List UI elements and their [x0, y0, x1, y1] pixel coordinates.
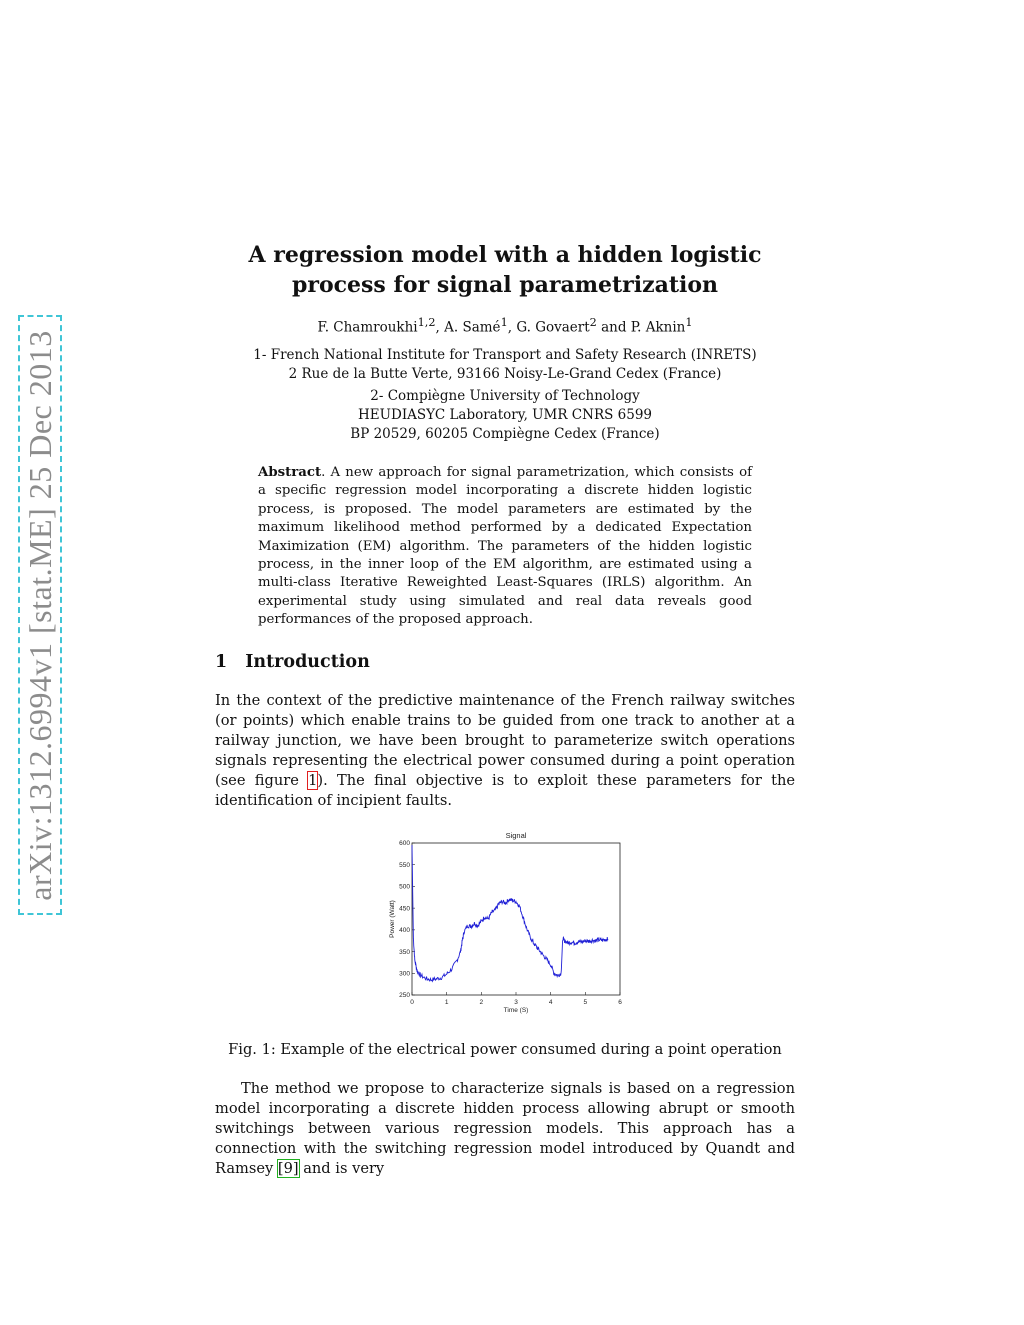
- figure-reference-link[interactable]: 1: [308, 772, 318, 789]
- x-tick-label: 5: [583, 999, 588, 1006]
- abstract: [258, 464, 752, 630]
- section-title: Introduction: [245, 652, 370, 672]
- arxiv-identifier: arXiv:1312.6994v1 [stat.ME] 25 Dec 2013: [21, 329, 58, 901]
- chart-title: Signal: [505, 831, 527, 840]
- y-tick-label: 350: [399, 948, 410, 956]
- intro-p2-text: The method we propose to characterize signals is based on a regression model incorporating a discrete hidden process allowing abrupt or smooth switchings between various regression models. This approach has a connection with the switching regression model introduced by Quandt and Ramsey: [215, 1080, 795, 1177]
- intro-p1-text-end: ). The final objective is to exploit these parameters for the identification of incipient faults.: [215, 772, 796, 809]
- y-tick-label: 250: [399, 992, 410, 1000]
- affiliation-1: [150, 346, 860, 384]
- x-tick-label: 0: [410, 999, 414, 1006]
- y-tick-label: 450: [399, 905, 410, 913]
- y-tick-label: 300: [399, 970, 410, 978]
- author-list: [150, 314, 860, 337]
- author-3-affil: 2: [589, 316, 597, 329]
- affiliation-1-line-1: 1- French National Institute for Transport and Safety Research (INRETS): [253, 347, 757, 363]
- author-3: , G. Govaert: [507, 319, 590, 336]
- affiliation-2-line-2: HEUDIASYC Laboratory, UMR CNRS 6599: [357, 407, 653, 423]
- author-4-affil: 1: [685, 316, 693, 329]
- title-line-2: process for signal parametrization: [291, 272, 719, 298]
- author-2-affil: 1: [500, 316, 508, 329]
- intro-p1-text: In the context of the predictive maintenance of the French railway switches (or points) which enable trains to be guided from one track to another at a railway junction, we have been brought to parameterize switch operations signals representing the electrical power consumed during a point operation (see figure: [215, 692, 795, 789]
- abstract-label: Abstract: [258, 465, 322, 480]
- abstract-text: . A new approach for signal parametrization, which consists of a specific regression model incorporating a discrete hidden logistic process, is proposed. The model parameters are estimated by the maximum likelihood method performed by a dedicated Expectation Maximization (EM) algorithm. The parameters of the hidden logistic process, in the inner loop of the EM algorithm, are estimated using a multi-class Iterative Reweighted Least-Squares (IRLS) algorithm. An experimental study using simulated and real data reveals good performances of the proposed approach.: [258, 465, 752, 628]
- y-axis-label: Power (Watt): [389, 900, 396, 938]
- title-line-1: A regression model with a hidden logistic: [248, 242, 762, 268]
- x-tick-label: 6: [618, 999, 622, 1006]
- paper-title: [150, 240, 860, 300]
- author-1: F. Chamroukhi: [317, 319, 418, 336]
- citation-link[interactable]: [9]: [277, 1160, 299, 1177]
- y-tick-label: 600: [399, 840, 410, 848]
- affiliation-2: [150, 387, 860, 444]
- arxiv-stamp: [18, 315, 62, 915]
- intro-paragraph-1: [215, 691, 795, 811]
- intro-paragraph-2: [215, 1079, 795, 1179]
- intro-p2-text-end: and is very: [298, 1160, 385, 1177]
- y-tick-label: 400: [399, 927, 410, 935]
- section-heading-introduction: [215, 652, 370, 672]
- x-tick-label: 3: [514, 999, 518, 1006]
- affiliation-2-line-1: 2- Compiègne University of Technology: [370, 388, 640, 404]
- affiliation-2-line-3: BP 20529, 60205 Compiègne Cedex (France): [350, 426, 660, 442]
- section-number: 1: [215, 652, 228, 672]
- x-axis-label: Time (S): [503, 1007, 529, 1014]
- signal-chart: [380, 825, 630, 1025]
- affiliation-1-line-2: 2 Rue de la Butte Verte, 93166 Noisy-Le-Grand Cedex (France): [288, 366, 722, 382]
- x-tick-label: 2: [479, 999, 484, 1006]
- x-tick-label: 4: [548, 999, 553, 1006]
- figure-1: [380, 825, 630, 1025]
- y-tick-label: 500: [399, 883, 410, 891]
- author-1-affil: 1,2: [417, 316, 436, 329]
- x-tick-label: 1: [444, 999, 449, 1006]
- author-2: , A. Samé: [435, 319, 501, 336]
- author-4: and P. Aknin: [596, 319, 686, 336]
- figure-caption: Fig. 1: Example of the electrical power consumed during a point operation: [228, 1041, 782, 1058]
- plot-frame: [412, 843, 620, 995]
- y-tick-label: 550: [399, 861, 410, 869]
